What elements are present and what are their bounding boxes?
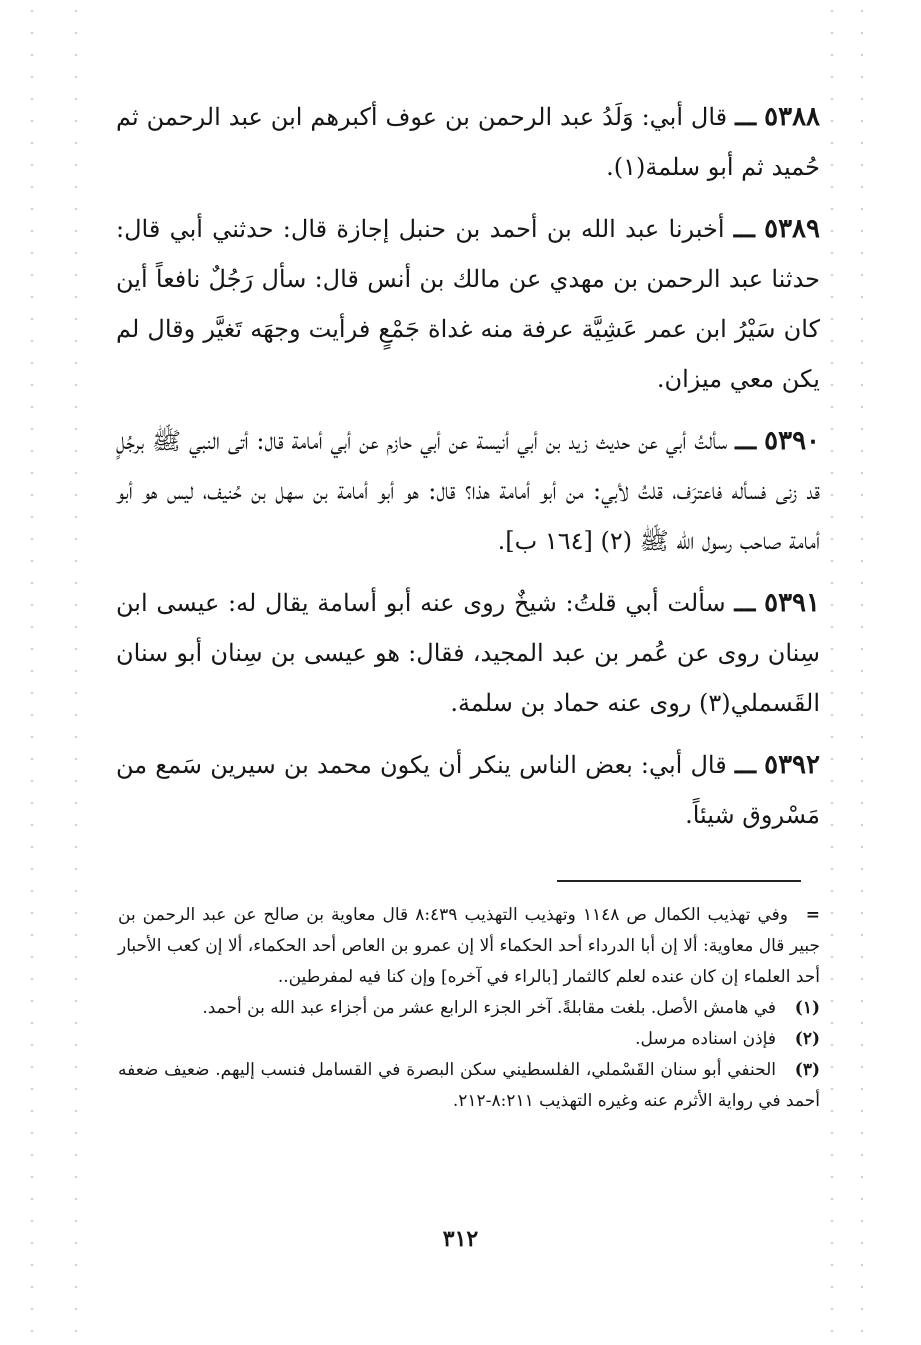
page-number: ٣١٢ bbox=[442, 1226, 479, 1252]
entry-text: سألتُ أبي عن حديث زيد بن أبي أنيسة عن أبي حازم عن أبي أمامة قال: أتى النبي ﷺ برجُلٍ قد زنى فسأله فاعترَف، قلتُ لأبي: من أبو أمامة هذا؟ قال: هو أبو أمامة بن سهل بن حُنيف، ليس هو أبو أمامة صاحب رسول الله ﷺ (٢) [١٦٤ ب]. bbox=[116, 427, 820, 555]
entry-number: ٥٣٩١ bbox=[764, 588, 820, 618]
footnote-marker: = bbox=[805, 905, 820, 925]
entry-text: أخبرنا عبد الله بن أحمد بن حنبل إجازة قال: حدثني أبي قال: حدثنا عبد الرحمن بن مهدي عن مالك بن أنس قال: سأل رَجُلٌ نافعاً أين كان سَيْرُ ابن عمر عَشِيَّة عرفة منه غداة جَمْعٍ فرأيت وجهَه تَغيَّر وقال لم يكن معي ميزان. bbox=[116, 215, 821, 393]
footnote-text: الحنفي أبو سنان القَسْملي، الفلسطيني سكن البصرة في القسامل فنسب إليهم. ضعيف ضعفه أحمد في رواية الأثرم عنه وغيره التهذيب ٨:٢١١-٢١٢. bbox=[118, 1060, 820, 1111]
footnote-marker: (٣) bbox=[794, 1060, 820, 1080]
gutter-dots-right-inner bbox=[830, 0, 834, 1345]
gutter-dots-right bbox=[860, 0, 864, 1345]
entry-number: ٥٣٩٠ bbox=[764, 426, 821, 456]
footnote-continuation bbox=[118, 900, 820, 993]
entry-5388 bbox=[116, 92, 820, 192]
entry-5391 bbox=[116, 578, 820, 728]
entry-5389 bbox=[116, 204, 820, 404]
gutter-dots-left bbox=[30, 0, 34, 1345]
footnote-marker: (١) bbox=[794, 998, 820, 1018]
footnote-marker: (٢) bbox=[794, 1029, 820, 1049]
entry-dash: ـــ bbox=[734, 750, 756, 779]
entry-number: ٥٣٨٨ bbox=[764, 102, 820, 132]
entry-dash: ـــ bbox=[735, 102, 757, 131]
footnote-2 bbox=[118, 1024, 820, 1055]
entry-dash: ـــ bbox=[733, 214, 755, 243]
footnote-text: وفي تهذيب الكمال ص ١١٤٨ وتهذيب التهذيب ٨:٤٣٩ قال معاوية بن صالح عن عبد الرحمن بن جبير قال معاوية: ألا إن أبا الدرداء أحد الحكماء ألا إن عمرو بن العاص أحد الحكماء، ألا إن كعب الأحبار أحد العلماء إن كان عنده لعلم كالثمار [بالراء في آخره] وإن كنا فيه لمفرطين.. bbox=[118, 905, 820, 987]
gutter-dots-left-inner bbox=[74, 0, 78, 1345]
entry-text: قال أبي: بعض الناس ينكر أن يكون محمد بن سيرين سَمع من مَسْروق شيئاً. bbox=[116, 751, 820, 829]
entry-number: ٥٣٩٢ bbox=[764, 750, 820, 780]
footnote-1 bbox=[118, 993, 820, 1024]
entry-text: سألت أبي قلتُ: شيخٌ روى عنه أبو أسامة يقال له: عيسى ابن سِنان روى عن عُمر بن عبد المجيد، فقال: هو عيسى بن سِنان أبو سنان القَسملي(٣) روى عنه حماد بن سلمة. bbox=[116, 589, 820, 717]
entry-5390 bbox=[116, 416, 820, 566]
main-text bbox=[116, 92, 820, 852]
footnote-3 bbox=[118, 1055, 820, 1117]
entry-5392 bbox=[116, 740, 820, 840]
entry-number: ٥٣٨٩ bbox=[764, 214, 820, 244]
footnote-rule bbox=[557, 880, 801, 882]
entry-text: قال أبي: وَلَدُ عبد الرحمن بن عوف أكبرهم ابن عبد الرحمن ثم حُميد ثم أبو سلمة(١). bbox=[116, 103, 820, 181]
footnote-text: فإذن اسناده مرسل. bbox=[635, 1029, 776, 1049]
entry-dash: ـــ bbox=[735, 426, 757, 455]
footnote-text: في هامش الأصل. بلغت مقابلةً. آخر الجزء الرابع عشر من أجزاء عبد الله بن أحمد. bbox=[202, 998, 776, 1018]
footnotes bbox=[118, 900, 820, 1117]
entry-dash: ـــ bbox=[734, 588, 756, 617]
